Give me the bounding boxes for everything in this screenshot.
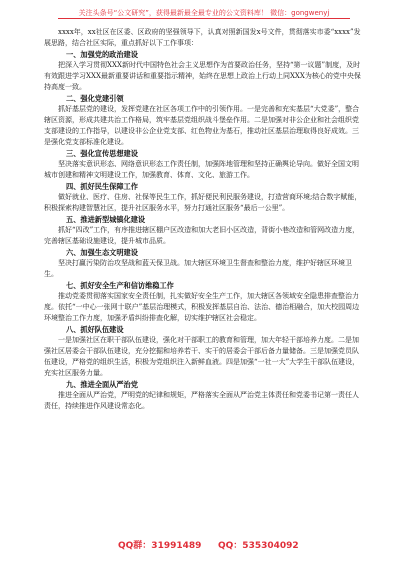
qq-number-label: QQ：535304092	[218, 541, 299, 551]
section-4	[44, 181, 364, 214]
section-title: 六、加强生态文明建设	[66, 248, 138, 257]
section-8	[44, 324, 364, 379]
section-title: 一、加强党的政治建设	[66, 50, 138, 59]
section-title: 七、抓好安全生产和信访维稳工作	[66, 281, 174, 290]
section-9	[44, 379, 364, 412]
qq-group-label: QQ群：31991489	[118, 541, 202, 551]
banner-text: 关注头条号“公文研究”，获得最新最全最专业的公文资料库！ 微信：gongwenyj	[78, 9, 330, 17]
intro-paragraph: xxxx年，xx社区在区委、区政府的坚强领导下，认真对照新国发x号文件，贯彻落实市委“xxxx”发展思路，结合社区实际，重点抓好以下工作事项：	[44, 28, 361, 47]
section-paragraph: 推动党委贯彻落实国家安全责任制，扎实做好安全生产工作，加大辖区各领域安全隐患排查整治力度。依托“一中心一张网十联户”基层治理模式，积极发挥基层自治、法治、德治相融合，加大校园周边环境整治工作力度，加强矛盾纠纷排查化解，切实维护辖区社会稳定。	[44, 292, 360, 322]
section-title: 五、推进新型城镇化建设	[66, 215, 146, 224]
section-paragraph: 抓好“四改”工作，有序推进辖区棚户区改造和加大老旧小区改造，背街小巷改造和管网改造力度，完善辖区基础设施建设，提升城市品质。	[44, 226, 360, 245]
section-7	[44, 280, 364, 324]
section-paragraph: 一是加强社区在职干部队伍建设，强化对干部职工的教育和管理，加大年轻干部培养力度。二是加强社区居委会干部队伍建设，充分挖掘和培养若干、实干的居委会干部后备力量储备。三是加强党员队伍建设，严格党的组织生活，积极为党组织注入新鲜血液。四是加强“一社一大”大学生干部队伍建设，充实社区服务力量。	[44, 336, 360, 377]
section-title: 九、推进全面从严治党	[66, 380, 138, 389]
section-3	[44, 148, 364, 181]
section-5	[44, 214, 364, 247]
section-paragraph: 做好就业、医疗、住房、社保等民生工作，抓好便民利民服务建设，打造营商环境;结合数字赋能，积极探索构建智慧社区，提升社区服务水平，努力打通社区服务“最后一公里”。	[44, 193, 362, 212]
section-paragraph: 坚决打赢污染防治攻坚战和蓝天保卫战。加大辖区环境卫生督查和整治力度，维护好辖区环境卫生。	[44, 259, 352, 278]
section-paragraph: 推进全面从严治党，严明党的纪律和规矩，严格落实全面从严治党主体责任和党委书记第一责任人责任，持续推进作风建设常态化。	[44, 391, 359, 410]
top-banner	[0, 0, 408, 22]
section-6	[44, 247, 364, 280]
section-paragraph: 把深入学习贯彻XXX新时代中国特色社会主义思想作为首要政治任务，坚持“第一议题”制度，及时有效跟进学习XXX最新重要讲话和重要指示精神，始终在思想上政治上行动上同XXX为核心的党中央保持高度一致。	[44, 61, 361, 91]
section-paragraph: 抓好基层党的建设，发挥党建在社区各项工作中的引领作用。一是完善和充实基层“大党委”，整合辖区资源，形成共建共治工作格局，筑牢基层党组织战斗堡垒作用。二是加强对非公企业和社会组织党支部建设的工作指导，以建设非公企业党支部、红色物业为基石，推动社区基层治理取得良好成效。三是强化党支部标准化建设。	[44, 105, 360, 146]
section-2	[44, 93, 364, 148]
banner-divider	[58, 18, 350, 19]
footer-contact	[0, 538, 408, 552]
section-title: 四、抓好民生保障工作	[66, 182, 138, 191]
section-title: 二、强化党建引领	[66, 94, 124, 103]
section-paragraph: 坚决落实意识形态、网络意识形态工作责任制，加强阵地管理和坚持正确舆论导向。做好全国文明城市创建和精神文明建设工作，加强教育、体育、文化、旅游工作。	[44, 160, 359, 179]
document-body	[44, 27, 364, 412]
section-title: 三、强化宣传思想建设	[66, 149, 138, 158]
section-title: 八、抓好队伍建设	[66, 325, 124, 334]
section-1	[44, 49, 364, 93]
